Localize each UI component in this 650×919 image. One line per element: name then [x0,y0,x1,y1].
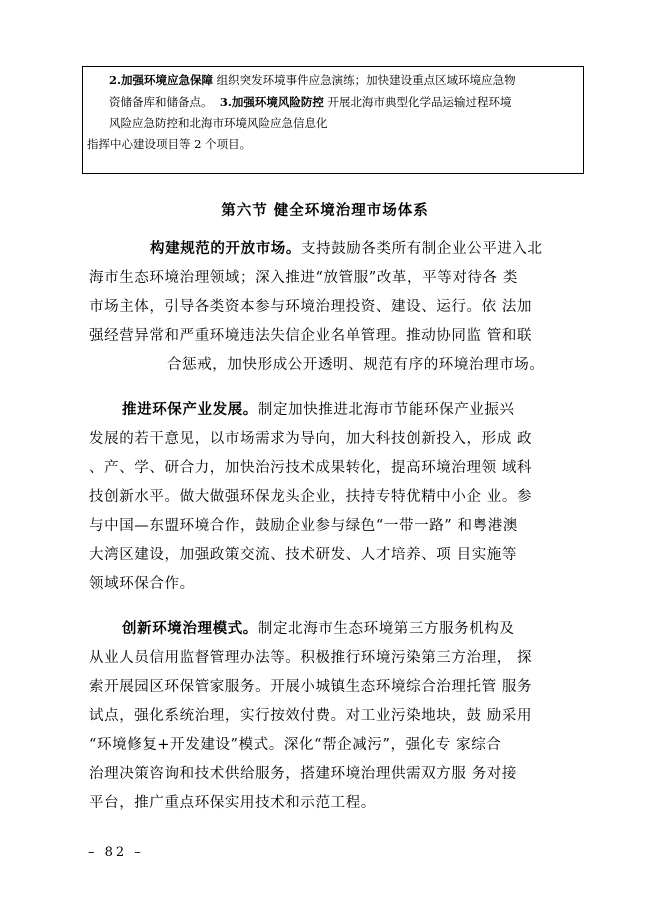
paragraph-2-line-6: 大湾区建设，加强政策交流、技术研发、人才培养、项 目实施等 [89,547,518,563]
paragraph-1-heading: 构建规范的开放市场。 [150,240,301,257]
paragraph-3-line-2: 从业人员信用监督管理办法等。积极推行环境污染第三方治理， 探 [89,650,533,666]
paragraph-1-line-5: 合惩戒，加快形成公开透明、规范有序的环境治理市场。 [167,357,545,373]
paragraph-1-line-1: 构建规范的开放市场。支持鼓励各类所有制企业公平进入北 [150,240,543,257]
page-number: – 82 – [88,845,144,860]
paragraph-3-line-4: 试点，强化系统治理，实行按效付费。对工业污染地块，鼓 励采用 [89,708,533,724]
paragraph-3-line-5: “环境修复+开发建设”模式。深化“帮企减污”，强化专 家综合 [89,737,502,753]
box-line-1: 2.加强环境应急保障 组织突发环境事件应急演练；加快建设重点区域环境应急物 [109,73,516,87]
box-line-3: 风险应急防控和北海市环境风险应急信息化 [109,116,328,130]
paragraph-2-line-7: 领域环保合作。 [89,576,195,592]
paragraph-2-line-4: 技创新水平。做大做强环保龙头企业，扶持专特优精中小企 业。参 [89,489,533,505]
paragraph-2-line-3: 、产、学、研合力，加快治污技术成果转化，提高环境治理领 域科 [89,460,533,476]
box-line-4: 指挥中心建设项目等 2 个项目。 [87,137,252,151]
item-2-heading: 2.加强环境应急保障 [109,73,214,87]
paragraph-2-line-5: 与中国—东盟环境合作，鼓励企业参与绿色“一带一路” 和粤港澳 [89,518,518,534]
paragraph-1-line-2: 海市生态环境治理领域；深入推进“放管服”改革，平等对待各 类 [89,270,518,286]
paragraph-2-line-2: 发展的若干意见，以市场需求为导向，加大科技创新投入，形成 政 [89,431,533,447]
paragraph-2-line-1: 推进环保产业发展。制定加快推进北海市节能环保产业振兴 [122,401,515,418]
paragraph-3-line-3: 索开展园区环保管家服务。开展小城镇生态环境综合治理托管 服务 [89,679,533,695]
paragraph-3-line-6: 治理决策咨询和技术供给服务，搭建环境治理供需双方服 务对接 [89,766,518,782]
box-line-2: 资储备库和储备点。 3.加强环境风险防控 开展北海市典型化学品运输过程环境 [109,95,512,109]
section-title: 第六节 健全环境治理市场体系 [221,202,429,219]
paragraph-1-line-4: 强经营异常和严重环境违法失信企业名单管理。推动协同监 管和联 [89,328,533,344]
project-list-box [82,66,584,174]
paragraph-3-line-1: 创新环境治理模式。制定北海市生态环境第三方服务机构及 [122,620,515,637]
item-3-heading: 3.加强环境风险防控 [219,95,324,109]
paragraph-3-heading: 创新环境治理模式。 [122,620,258,637]
paragraph-2-heading: 推进环保产业发展。 [122,401,258,418]
paragraph-3-line-7: 平台，推广重点环保实用技术和示范工程。 [89,795,376,811]
paragraph-1-line-3: 市场主体，引导各类资本参与环境治理投资、建设、运行。依 法加 [89,299,533,315]
